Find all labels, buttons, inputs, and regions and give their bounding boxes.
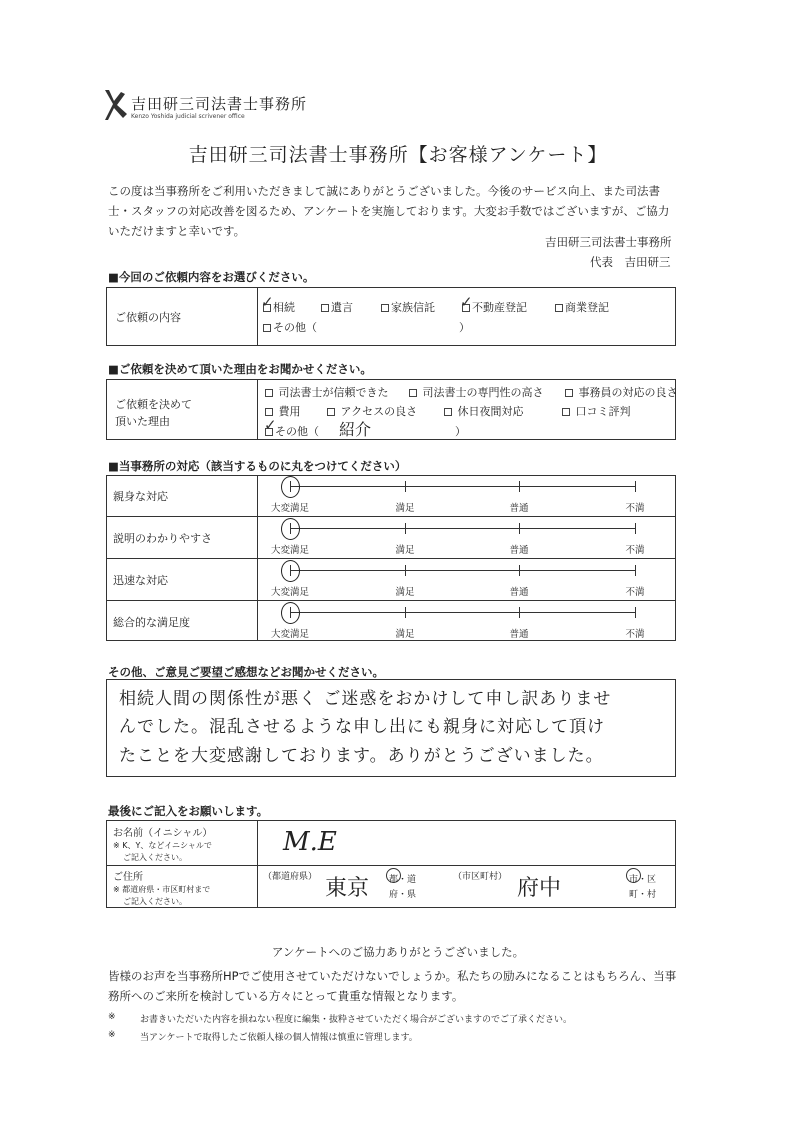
section4-heading: その他、ご意見ご要望ご感想などお聞かせください。	[108, 665, 384, 679]
city-label: （市区町村）	[453, 872, 508, 882]
rating-scale-line	[290, 612, 635, 613]
address-note2: ご記入ください。	[123, 897, 187, 906]
option-other[interactable]: その他（	[263, 319, 317, 335]
reason-other-close: ）	[455, 425, 466, 438]
reason-box	[106, 379, 676, 440]
rating-tick	[519, 523, 520, 534]
name-note2: ご記入ください。	[123, 853, 187, 862]
comment-line1: 相続人間の関係性が悪く ご迷惑をおかけして申し訳ありませ	[119, 689, 612, 709]
reason-access[interactable]: アクセスの良さ	[327, 403, 417, 419]
request-text: 皆様のお声を当事務所HPでご使用させていただけないでしょうか。私たちの励みになることはもちろん、当事務所へのご来所を検討している方々にとって貴重な情報となります。	[108, 969, 677, 1003]
rating-scale-line	[290, 528, 635, 529]
logo-subtitle: Kenzo Yoshida judicial scrivener office	[131, 113, 245, 120]
selected-circle-icon	[281, 602, 300, 624]
option-other-close: ）	[459, 321, 470, 334]
note1-text: お書きいただいた内容を損ねない程度に編集・抜粋させていただく場合がございますのでご了承ください。	[140, 1015, 573, 1025]
option-kazoku-shintaku[interactable]: 家族信託	[381, 299, 435, 315]
address-note1: ※ 都道府県・市区町村まで	[113, 885, 211, 894]
rating-row-label: 迅速な対応	[113, 574, 168, 587]
rating-tick	[405, 523, 406, 534]
logo-text: 吉田研三司法書士事務所	[131, 95, 308, 113]
city-value[interactable]: 府中	[517, 876, 562, 901]
comment-line3: たことを大変感謝しております。ありがとうございました。	[119, 746, 604, 766]
reason-staff[interactable]: 事務員の対応の良さ	[565, 384, 678, 400]
rating-option-label[interactable]: 普通	[509, 629, 529, 640]
section1-heading: ■今回のご依頼内容をお選びください。	[108, 270, 315, 284]
reason-review[interactable]: 口コミ評判	[562, 403, 631, 419]
personal-info-table	[106, 820, 676, 908]
rating-table	[106, 475, 676, 641]
rating-option-label[interactable]: 不満	[625, 587, 645, 598]
reason-other-value: 紹介	[339, 420, 372, 439]
rating-option-label[interactable]: 大変満足	[270, 587, 309, 598]
rating-tick	[519, 565, 520, 576]
rating-tick	[405, 607, 406, 618]
page-title: 吉田研三司法書士事務所【お客様アンケート】	[188, 144, 608, 166]
rating-tick	[635, 565, 636, 576]
reason-expertise[interactable]: 司法書士の専門性の高さ	[409, 384, 544, 400]
prefecture-value[interactable]: 東京	[325, 876, 370, 901]
reason-holiday[interactable]: 休日夜間対応	[444, 403, 524, 419]
prefecture-suffix-top: 都・道	[389, 875, 417, 885]
name-note1: ※ K、Y、などイニシャルで	[113, 841, 212, 850]
intro-text: この度は当事務所をご利用いただきまして誠にありがとうございました。今後のサービス向上、また司法書士・スタッフの対応改善を図るため、アンケートを実施しております。大変お手数ではございますが、ご協力いただけますと幸いです。	[108, 184, 670, 238]
selected-circle-icon	[281, 476, 300, 498]
rating-row-label: 親身な対応	[113, 490, 168, 503]
city-suffix-top: 市・区	[629, 875, 657, 885]
rating-option-label[interactable]: 普通	[509, 587, 529, 598]
rating-option-label[interactable]: 満足	[395, 587, 415, 598]
selected-circle-icon	[281, 518, 300, 540]
request-content-box	[106, 287, 676, 346]
reason-label-line1: ご依頼を決めて	[115, 398, 192, 411]
rating-tick	[519, 607, 520, 618]
name-value[interactable]: M.E	[283, 827, 337, 857]
rating-option-label[interactable]: 満足	[395, 629, 415, 640]
note2-mark: ※	[108, 1030, 116, 1040]
prefecture-suffix-bottom: 府・県	[389, 890, 417, 900]
rating-tick	[519, 481, 520, 492]
rating-tick	[635, 481, 636, 492]
rating-option-label[interactable]: 不満	[625, 629, 645, 640]
request-content-label: ご依頼の内容	[115, 311, 181, 324]
section5-heading: 最後にご記入をお願いします。	[108, 804, 269, 818]
comment-box[interactable]	[106, 679, 676, 777]
rating-scale-line	[290, 486, 635, 487]
rating-option-label[interactable]: 大変満足	[270, 503, 309, 514]
rating-option-label[interactable]: 普通	[509, 545, 529, 556]
rating-tick	[635, 607, 636, 618]
thanks-text: アンケートへのご協力ありがとうございました。	[271, 945, 525, 959]
reason-label-line2: 頂いた理由	[115, 415, 170, 428]
rating-row-label: 総合的な満足度	[113, 616, 190, 629]
option-souzoku[interactable]: 相続	[263, 299, 295, 315]
option-yuigon[interactable]: 遺言	[321, 299, 353, 315]
rating-row-label: 説明のわかりやすさ	[113, 532, 212, 545]
reason-trust[interactable]: 司法書士が信頼できた	[265, 384, 389, 400]
circle-mark-icon	[386, 868, 401, 883]
office-name: 吉田研三司法書士事務所	[545, 235, 672, 249]
rating-option-label[interactable]: 大変満足	[270, 545, 309, 556]
name-label: お名前（イニシャル）	[113, 828, 213, 839]
rating-option-label[interactable]: 満足	[395, 545, 415, 556]
check-mark-icon: ✓	[261, 293, 274, 311]
rating-tick	[405, 481, 406, 492]
rating-tick	[405, 565, 406, 576]
note2-text: 当アンケートで取得したご依頼人様の個人情報は慎重に管理します。	[140, 1033, 418, 1043]
rating-option-label[interactable]: 満足	[395, 503, 415, 514]
prefecture-label: （都道府県）	[263, 872, 318, 882]
option-shougyou-touki[interactable]: 商業登記	[555, 299, 609, 315]
check-mark-icon: ✓	[460, 293, 473, 311]
logo-mark	[101, 88, 129, 122]
option-fudousan-touki[interactable]: 不動産登記	[462, 299, 527, 315]
rating-scale-line	[290, 570, 635, 571]
note1-mark: ※	[108, 1012, 116, 1022]
rating-option-label[interactable]: 普通	[509, 503, 529, 514]
circle-mark-icon	[626, 868, 641, 883]
reason-cost[interactable]: 費用	[265, 403, 301, 419]
comment-line2: んでした。混乱させるような申し出にも親身に対応して頂け	[119, 717, 605, 737]
section2-heading: ■ご依頼を決めて頂いた理由をお聞かせください。	[108, 362, 372, 376]
section3-heading: ■当事務所の対応（該当するものに丸をつけてください）	[108, 459, 407, 473]
representative-name: 代表 吉田研三	[590, 255, 671, 269]
rating-tick	[635, 523, 636, 534]
reason-other[interactable]: その他（	[265, 423, 319, 439]
city-suffix-bottom: 町・村	[629, 890, 657, 900]
rating-option-label[interactable]: 不満	[625, 545, 645, 556]
rating-option-label[interactable]: 不満	[625, 503, 645, 514]
selected-circle-icon	[281, 560, 300, 582]
rating-option-label[interactable]: 大変満足	[270, 629, 309, 640]
check-mark-icon: ✓	[264, 416, 277, 434]
address-label: ご住所	[113, 872, 143, 883]
